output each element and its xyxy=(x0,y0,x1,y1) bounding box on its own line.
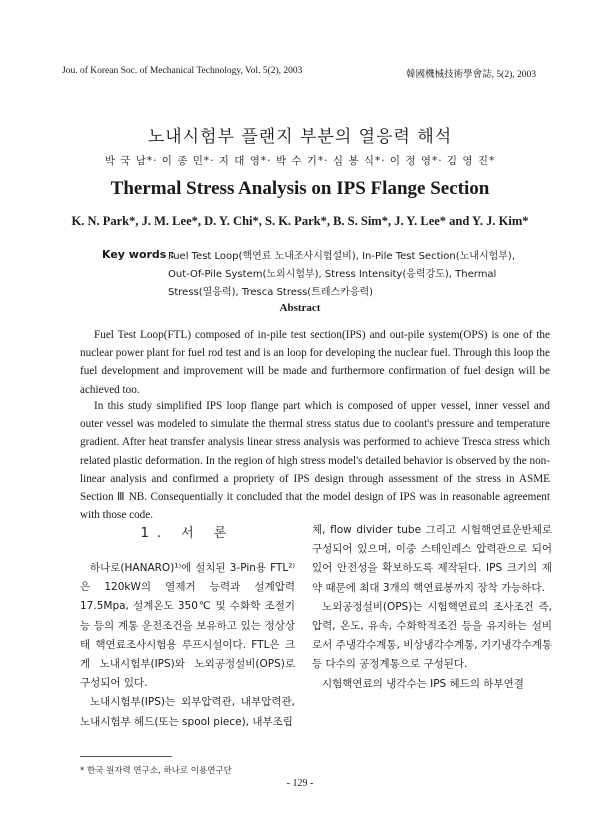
right-paragraph-2: 노외공정설비(OPS)는 시험핵연료의 조사조건 즉, 압력, 온도, 유속, 수화학적조건 등을 유지하는 설비로서 주냉각수계통, 비상냉각수계통, 기기냉각수계통 등 다수의 공정계통으로 구성된다. xyxy=(312,600,552,671)
right-column xyxy=(312,521,552,694)
section-heading-introduction: 1. 서 론 xyxy=(140,526,235,541)
authors-korean: 박 국 남*· 이 종 민*· 지 대 영*· 박 수 기*· 심 봉 식*· 이 정 영*· 김 영 진* xyxy=(104,155,496,167)
footnote-divider xyxy=(80,756,172,757)
intro-paragraph-2: 노내시험부(IPS)는 외부압력관, 내부압력관, 노내시험부 헤드(또는 spool piece), 내부조립 xyxy=(80,696,295,728)
journal-header-en: Jou. of Korean Soc. of Mechanical Technology, Vol. 5(2), 2003 xyxy=(62,66,303,76)
right-paragraph-1: 체, flow divider tube 그리고 시험핵연료운반체로 구성되어 있으며, 이중 스테인레스 압력관으로 되어 있어 안전성을 확보하도록 제작된다. IPS 크기의 제약 때문에 최대 3개의 핵연료봉까지 장착 가능하다. xyxy=(312,524,552,594)
abstract-paragraph-1: Fuel Test Loop(FTL) composed of in-pile test section(IPS) and out-pile system(OPS) is one of the nuclear power plant for fuel rod test and is an loop for developing the nuclear fuel. Through this loop the fuel development and improvement will be made and furthermore confirmation of fuel design will be achieved too. xyxy=(80,329,550,396)
keywords-label: Key words : xyxy=(102,248,175,261)
intro-paragraph-1: 하나로(HANARO)¹⁾에 설치된 3-Pin용 FTL²⁾은 120kW의 열제거 능력과 설계압력 17.5Mpa, 설계온도 350℃ 및 수화학 조절기능 등의 계통 운전조건을 보유하고 있는 정상상태 핵연료조사시험용 루프시설이다. FTL은 크게 노내시험부(IPS)와 노외공정설비(OPS)로 구성되어 있다. xyxy=(80,562,295,690)
left-column xyxy=(80,559,295,732)
abstract-paragraph-2: In this study simplified IPS loop flange part which is composed of upper vessel, inner vessel and outer vessel was modeled to simulate the thermal stress status due to coolant's pressure and temperature gradient. After heat transfer analysis linear stress analysis was performed to achieve Tresca stress which related plastic deformation. In the region of high stress model's detailed behavior is observed by the non-linear analysis and confirmed a propriety of IPS design through assessment of the stress in ASME Section Ⅲ NB. Consequentially it concluded that the model design of IPS was in reasonable agreement with those code. xyxy=(80,400,550,522)
paper-title-english: Thermal Stress Analysis on IPS Flange Section xyxy=(110,178,490,199)
footnote: * 한국 원자력 연구소, 하나로 이용연구단 xyxy=(80,766,232,776)
page-number: - 129 - xyxy=(286,778,314,789)
paper-title-korean: 노내시험부 플랜지 부분의 열응력 해석 xyxy=(147,127,453,147)
abstract-heading: Abstract xyxy=(279,302,321,314)
right-paragraph-3: 시험핵연료의 냉각수는 IPS 헤드의 하부연결 xyxy=(322,677,524,690)
authors-english: K. N. Park*, J. M. Lee*, D. Y. Chi*, S. K. Park*, B. S. Sim*, J. Y. Lee* and Y. J. Kim* xyxy=(71,214,529,228)
journal-header-ko: 韓國機械技術學會誌, 5(2), 2003 xyxy=(406,70,536,80)
keywords-text: Fuel Test Loop(핵연료 노내조사시험설비), In-Pile Test Section(노내시험부), Out-Of-Pile System(노외시험부), Stress Intensity(응력강도), Thermal Stress(열응력), Tresca Stress(트레스카응력) xyxy=(168,251,516,298)
